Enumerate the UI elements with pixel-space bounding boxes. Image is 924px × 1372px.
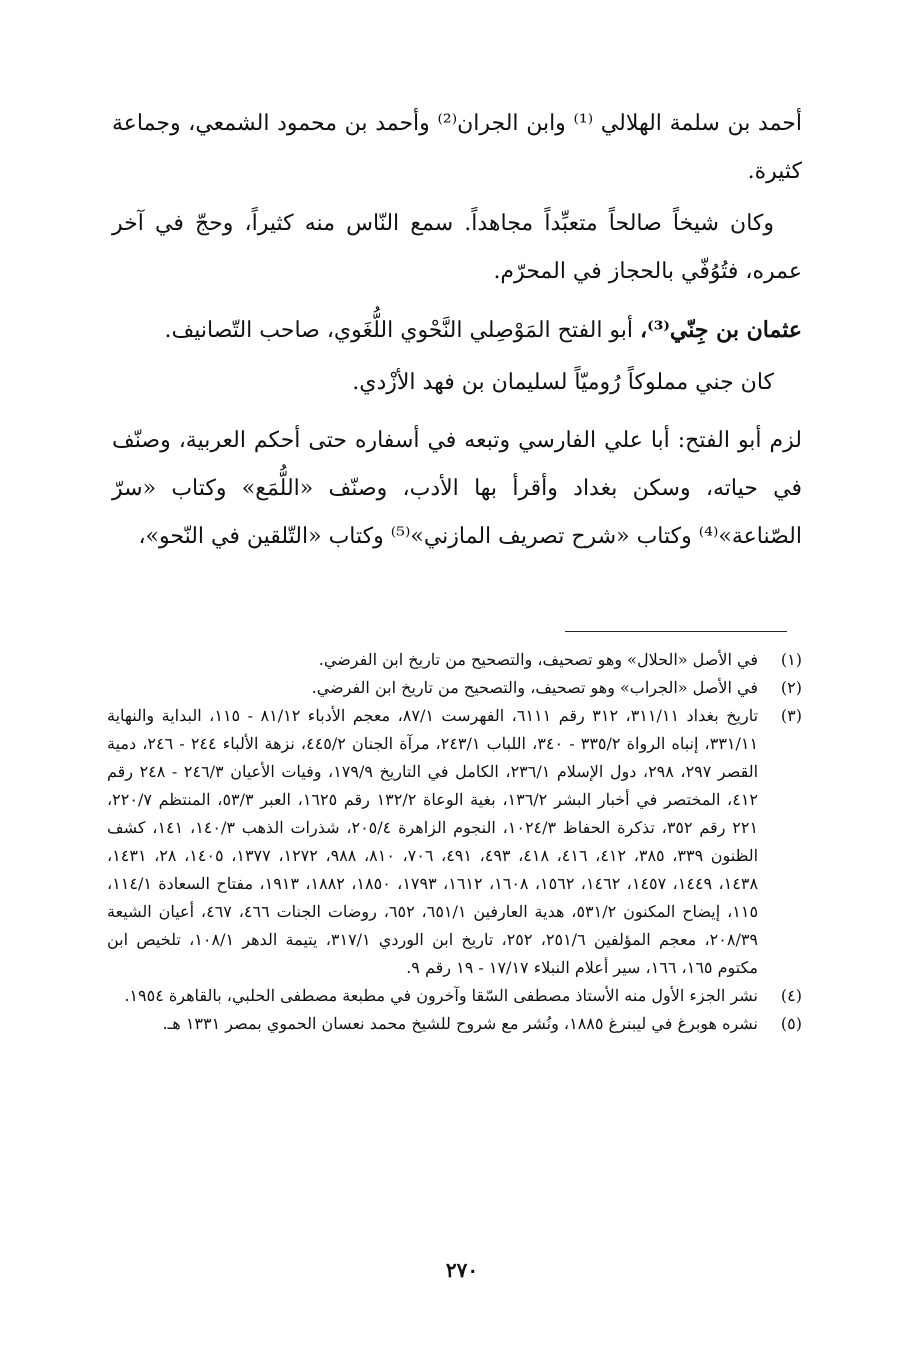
paragraph-works: لزم أبو الفتح: أبا علي الفارسي وتبعه في أسفاره حتى أحكم العربية، وصنّف في حياته، وسكن بغداد وأقرأ بها الأدب، وصنّف «اللُّمَع» وكتاب «سرّ الصّناعة»⁽⁴⁾ وكتاب «شرح تصريف المازني»⁽⁵⁾ وكتاب «التّلقين في النّحو»،	[112, 428, 802, 549]
footnote	[107, 646, 802, 674]
footnote-number: (١)	[780, 650, 802, 669]
footnote	[107, 1010, 802, 1038]
footnote-number: (٢)	[780, 678, 802, 697]
footnotes	[107, 646, 802, 1038]
entry-heading	[112, 306, 802, 355]
entry-description: أبو الفتح المَوْصِلي النَّحْوي اللُّغَوي، صاحب التّصانيف.	[164, 318, 641, 343]
footnote-number: (٣)	[780, 706, 802, 725]
page-number: ٢٧٠	[445, 1258, 479, 1282]
footnote-divider	[565, 631, 787, 632]
paragraph-biography: وكان شيخاً صالحاً متعبِّداً مجاهداً. سمع النّاس منه كثيراً، وحجّ في آخر عمره، فتُوُفّي بالحجاز في المحرّم.	[112, 211, 802, 284]
footnote-number: (٥)	[780, 1014, 802, 1033]
footnote-text: نشر الجزء الأول منه الأستاذ مصطفى السّقا وآخرون في مطبعة مصطفى الحلبي، بالقاهرة ١٩٥٤.	[124, 986, 758, 1005]
footnote-text: في الأصل «الجراب» وهو تصحيف، والتصحيح من تاريخ ابن الفرضي.	[311, 678, 758, 697]
footnote	[107, 674, 802, 702]
paragraph-origin: كان جني مملوكاً رُوميّاً لسليمان بن فهد الأزْدي.	[352, 370, 774, 395]
footnote-text: في الأصل «الحلال» وهو تصحيف، والتصحيح من تاريخ ابن الفرضي.	[318, 650, 758, 669]
footnote	[107, 982, 802, 1010]
footnote-text: نشره هوبرغ في ليبنرغ ١٨٨٥، ونُشر مع شروح للشيخ محمد نعسان الحموي بمصر ١٣٣١ هـ.	[162, 1014, 758, 1033]
entry-name: عثمان بن جِنّي⁽³⁾،	[640, 317, 802, 343]
footnote-text: تاريخ بغداد ٣١١/١١، ٣١٢ رقم ٦١١١، الفهرست ٨٧/١، معجم الأدباء ٨١/١٢ - ١١٥، البداية والنهاية ٣٣١/١١، إنباه الرواة ٣٣٥/٢ - ٣٤٠، اللباب ٢٤٣/١، مرآة الجنان ٤٤٥/٢، نزهة الألباء ٢٤٤ - ٢٤٦، دمية القصر ٢٩٧، ٢٩٨، دول الإسلام ٢٣٦/١، الكامل في التاريخ ١٧٩/٩، وفيات الأعيان ٢٤٦/٣ - ٢٤٨ رقم ٤١٢، المختصر في أخبار البشر ١٣٦/٢، بغية الوعاة ١٣٢/٢ رقم ١٦٢٥، العبر ٥٣/٣، المنتظم ٢٢٠/٧، ٢٢١ رقم ٣٥٢، تذكرة الحفاظ ١٠٢٤/٣، النجوم الزاهرة ٢٠٥/٤، شذرات الذهب ١٤٠/٣، ١٤١، كشف الظنون ٣٣٩، ٣٨٥، ٤١٢، ٤١٦، ٤١٨، ٤٩٣، ٤٩١، ٧٠٦، ٨١٠، ٩٨٨، ١٢٧٢، ١٣٧٧، ١٤٠٥، ٢٨، ١٤٣١، ١٤٣٨، ١٤٤٩، ١٤٥٧، ١٤٦٢، ١٥٦٢، ١٦٠٨، ١٦١٢، ١٧٩٣، ١٨٥٠، ١٨٨٢، ١٩١٣، مفتاح السعادة ١١٤/١، ١١٥، إيضاح المكنون ٥٣١/٢، هدية العارفين ٦٥١/١، ٦٥٢، روضات الجنات ٤٦٦، ٤٦٧، أعيان الشيعة ٢٠٨/٣٩، معجم المؤلفين ٢٥١/٦، ٢٥٢، تاريخ ابن الوردي ٣١٧/١، يتيمة الدهر ١٠٨/١، تلخيص ابن مكتوم ١٦٥، ١٦٦، سير أعلام النبلاء ١٧/١٧ - ١٩ رقم ٩.	[107, 706, 759, 977]
footnote	[107, 702, 802, 982]
paragraph-teachers: أحمد بن سلمة الهلالي ⁽¹⁾ وابن الجران⁽²⁾ وأحمد بن محمود الشمعي، وجماعة كثيرة.	[112, 111, 803, 184]
main-text	[112, 100, 802, 565]
footnote-number: (٤)	[780, 986, 802, 1005]
